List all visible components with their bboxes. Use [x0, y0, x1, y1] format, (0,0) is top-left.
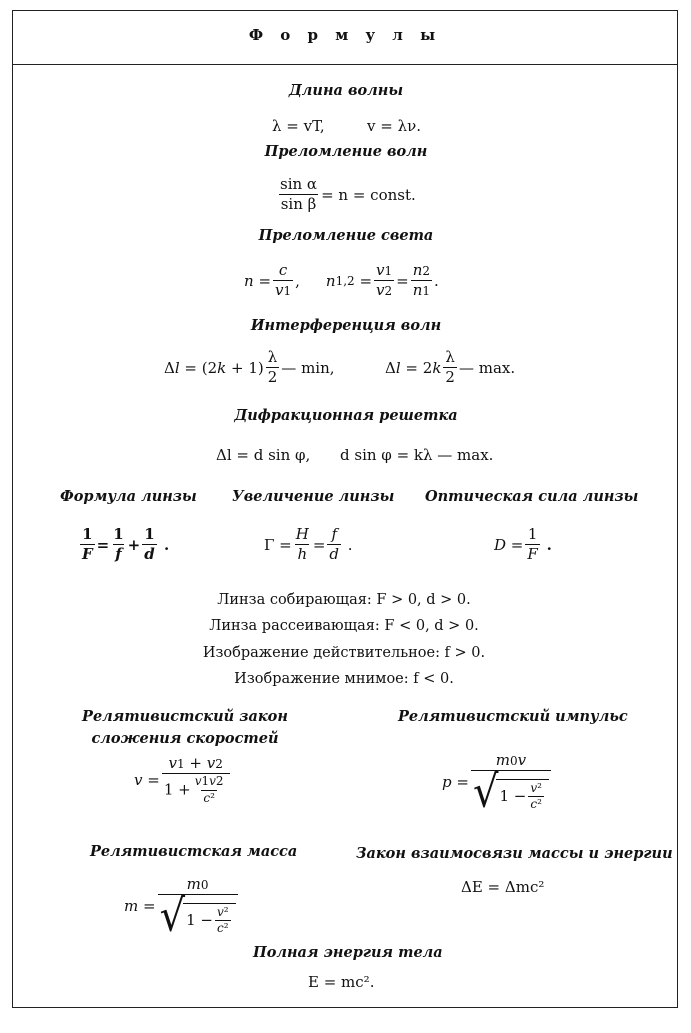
- heading-grating: Дифракционная решетка: [234, 407, 458, 424]
- heading-wave-refraction: Преломление волн: [264, 143, 428, 160]
- heading-wavelength: Длина волны: [288, 82, 404, 99]
- heading-rel-velocity: Релятивистский закон сложения скоростей: [82, 708, 288, 747]
- formula-mass-energy: ΔE = Δmc²: [461, 878, 545, 896]
- formula-lens: 1 F = 1 f + 1 d .: [82, 525, 170, 564]
- formula-interference-max: Δ l = 2 k λ 2 — max.: [385, 348, 516, 387]
- heading-interference: Интерференция волн: [250, 317, 442, 334]
- formula-optical-power: D = 1 F .: [494, 525, 552, 564]
- header-divider: [12, 64, 678, 65]
- heading-optical-power: Оптическая сила линзы: [425, 488, 639, 505]
- formula-grating-1: Δl = d sin φ,: [216, 446, 311, 464]
- heading-lens-formula: Формула линзы: [60, 488, 197, 505]
- formula-grating-2: d sin φ = kλ — max.: [340, 446, 494, 464]
- formula-magnification: Γ = H h = f d .: [264, 525, 353, 564]
- heading-rel-mass: Релятивистская масса: [90, 843, 298, 860]
- formula-wavelength-1: λ = vT,: [272, 117, 325, 135]
- heading-light-refraction: Преломление света: [258, 227, 434, 244]
- lens-note-diverging: Линза рассеивающая: F < 0, d > 0.: [209, 618, 479, 634]
- formula-light-refraction: n = c v1 , n 1,2 = v1 v2 = n2 n1 .: [244, 261, 439, 300]
- page-title: Ф о р м у л ы: [248, 26, 442, 44]
- formula-interference-min: Δ l = (2 k + 1) λ 2 — min,: [164, 348, 335, 387]
- heading-mass-energy: Закон взаимосвязи массы и энергии: [356, 845, 673, 862]
- heading-magnification: Увеличение линзы: [232, 488, 395, 505]
- heading-rel-momentum: Релятивистский импульс: [398, 708, 628, 725]
- heading-total-energy: Полная энергия тела: [253, 944, 443, 961]
- formula-total-energy: E = mc².: [308, 973, 375, 991]
- lens-note-converging: Линза собирающая: F > 0, d > 0.: [217, 592, 471, 608]
- formula-wave-refraction: $\frac{\text{sin α}}{\text{sin β}}$ = n = const.: [280, 175, 416, 214]
- formula-rel-velocity: v = v1 + v2 1 + $\frac{v1v2}{\text{c²}}$: [134, 755, 232, 806]
- lens-note-real-image: Изображение действительное: f > 0.: [202, 645, 486, 661]
- lens-note-virtual-image: Изображение мнимое: f < 0.: [234, 671, 454, 687]
- formula-rel-momentum: p = m0v √ 1 − v² c²: [442, 752, 553, 812]
- formula-rel-mass: m = m0 √ 1 − v² c²: [124, 876, 240, 936]
- formula-wavelength-2: v = λν.: [367, 117, 421, 135]
